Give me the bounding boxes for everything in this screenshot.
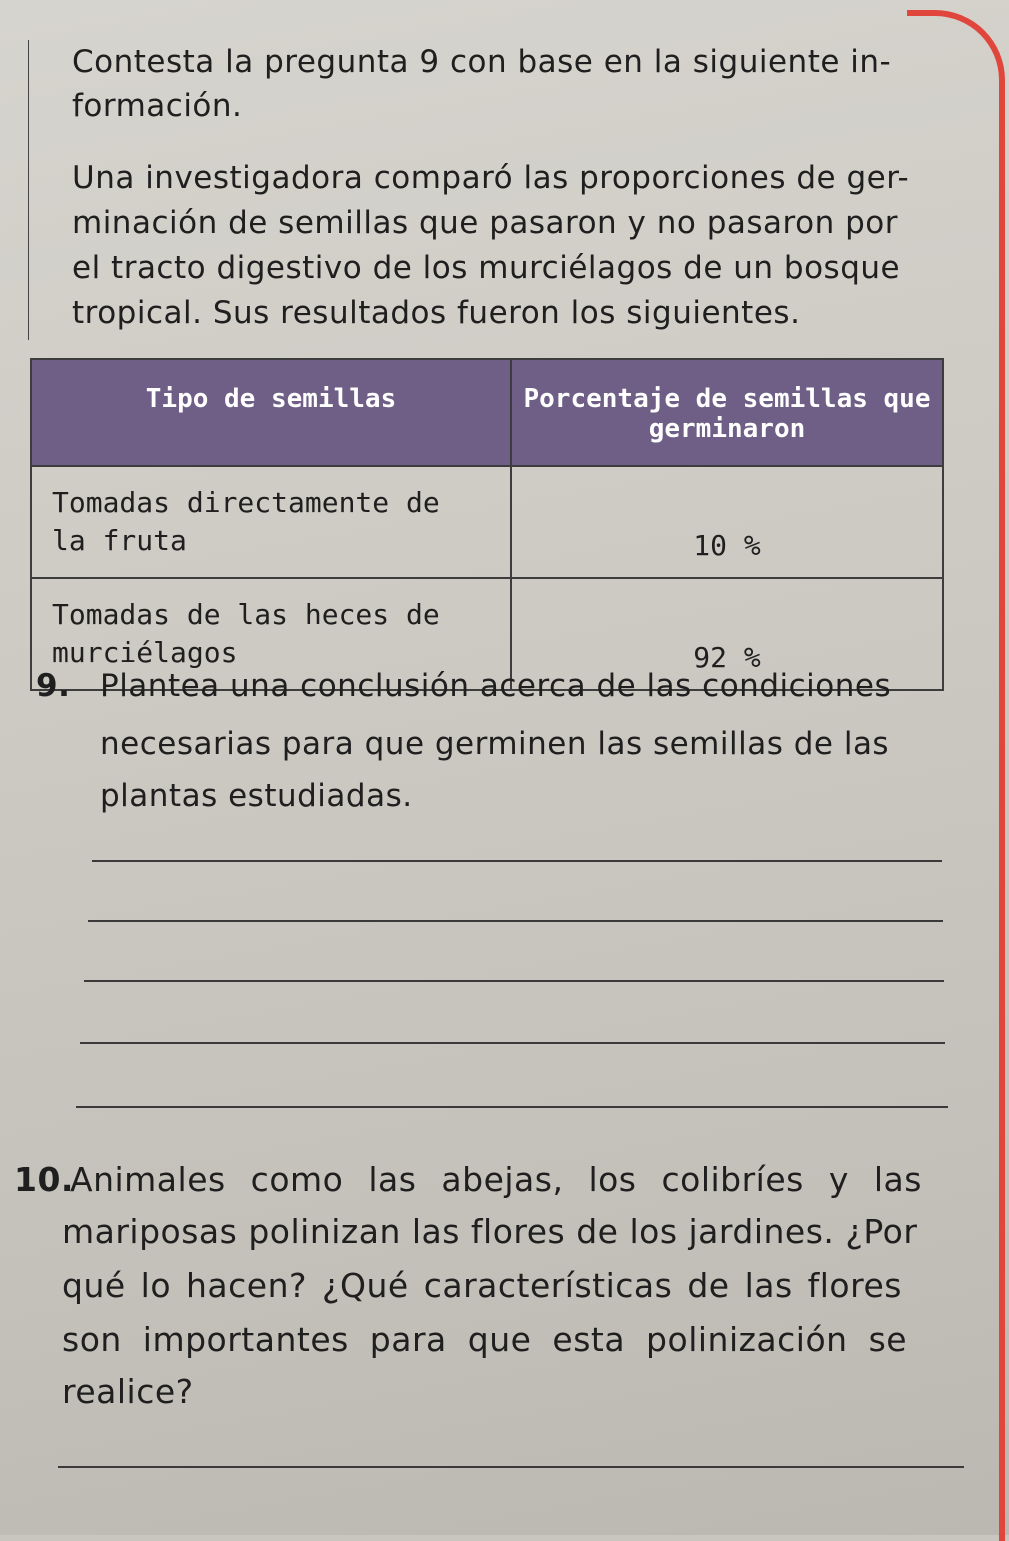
question-10-line-3: qué lo hacen? ¿Qué características de las flores bbox=[62, 1266, 902, 1305]
table-header-row bbox=[31, 359, 943, 466]
seed-type-cell: Tomadas de las heces de murciélagos bbox=[31, 578, 511, 690]
question-10-line-2: mariposas polinizan las flores de los jardines. ¿Por bbox=[62, 1212, 918, 1251]
table-row bbox=[31, 466, 943, 578]
paragraph-line-3: el tracto digestivo de los murciélagos de un bosque bbox=[72, 250, 901, 286]
question-10-line-5: realice? bbox=[62, 1372, 194, 1411]
question-10-number: 10. bbox=[14, 1160, 74, 1199]
seed-type-cell: Tomadas directamente de la fruta bbox=[31, 466, 511, 578]
results-table bbox=[30, 358, 944, 691]
answer-line-3[interactable] bbox=[84, 980, 944, 982]
margin-rule bbox=[28, 40, 29, 340]
header-seed-type: Tipo de semillas bbox=[31, 359, 511, 466]
percent-cell: 10 % bbox=[511, 466, 943, 578]
intro-line-2: formación. bbox=[72, 88, 243, 124]
question-9-number: 9. bbox=[36, 668, 71, 704]
header-germination-percent: Porcentaje de semillas que germinaron bbox=[511, 359, 943, 466]
answer-line-2[interactable] bbox=[88, 920, 943, 922]
question-10-line-1: Animales como las abejas, los colibríes y las bbox=[70, 1160, 922, 1199]
paragraph-line-1: Una investigadora comparó las proporciones de ger- bbox=[72, 160, 910, 196]
answer-line-4[interactable] bbox=[80, 1042, 945, 1044]
paragraph-line-4: tropical. Sus resultados fueron los siguientes. bbox=[72, 295, 801, 331]
question-10-line-4: son importantes para que esta polinización se bbox=[62, 1320, 908, 1359]
intro-line-1: Contesta la pregunta 9 con base en la siguiente in- bbox=[72, 44, 892, 80]
percent-cell: 92 % bbox=[511, 578, 943, 690]
answer-line-5[interactable] bbox=[76, 1106, 948, 1108]
answer-line-1[interactable] bbox=[92, 860, 942, 862]
question-9-line-2: necesarias para que germinen las semillas de las bbox=[100, 726, 890, 762]
question-9-line-3: plantas estudiadas. bbox=[100, 778, 413, 814]
paragraph-line-2: minación de semillas que pasaron y no pasaron por bbox=[72, 205, 898, 241]
page-border-accent bbox=[907, 10, 1005, 1541]
answer-line-6[interactable] bbox=[58, 1466, 964, 1468]
question-9-line-1: Plantea una conclusión acerca de las condiciones bbox=[100, 668, 892, 704]
